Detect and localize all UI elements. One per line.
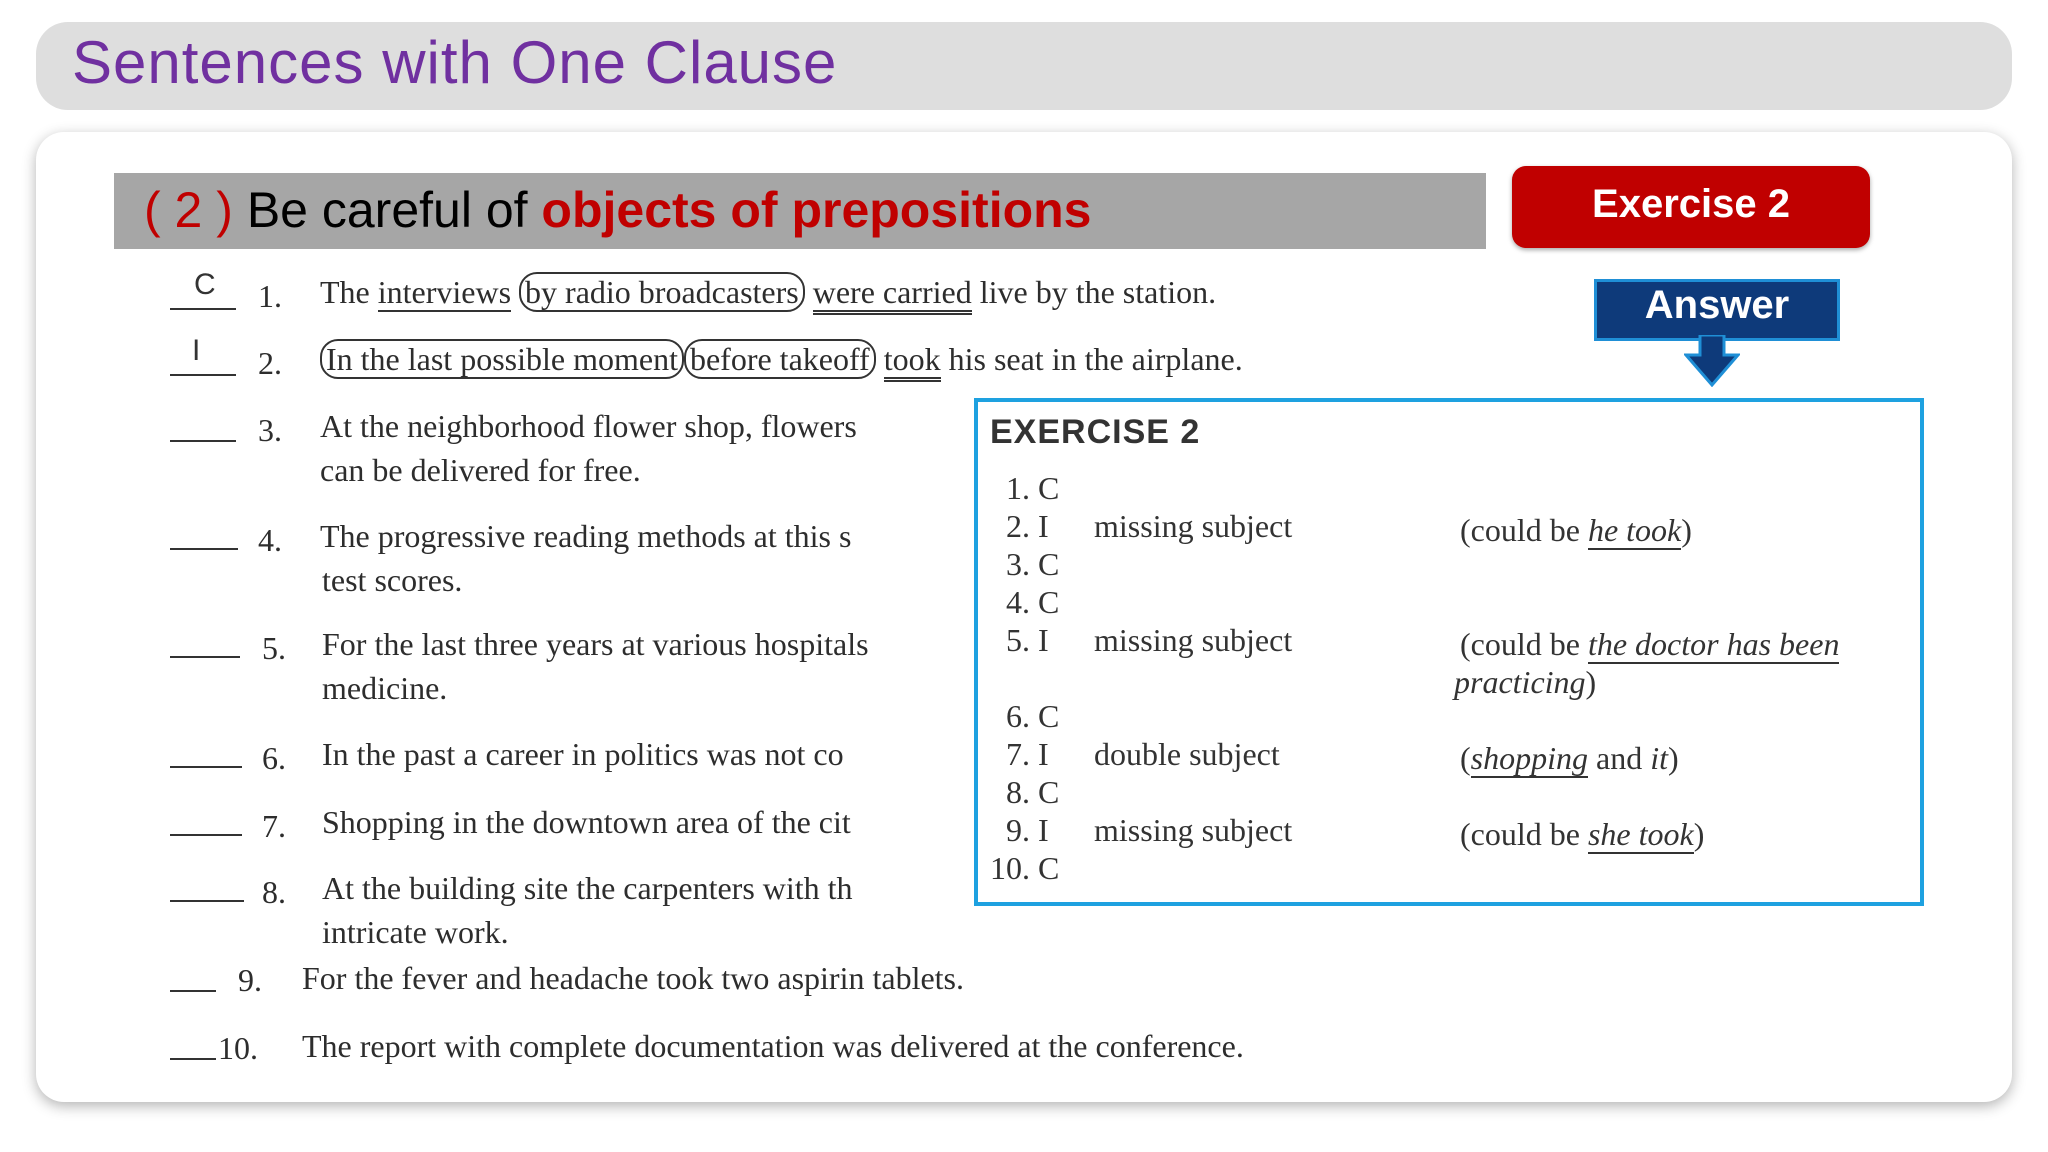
answer-blank[interactable] xyxy=(170,308,236,310)
answer-blank[interactable] xyxy=(170,374,236,376)
answer-key-label: 2. I xyxy=(1006,508,1049,544)
exercise-sentence: For the fever and headache took two aspirin tablets. xyxy=(302,960,964,996)
answer-blank[interactable] xyxy=(170,990,216,992)
answer-blank[interactable] xyxy=(170,656,240,658)
item-number: 4. xyxy=(258,522,282,558)
answer-key-reason: missing subject xyxy=(1094,508,1293,544)
answer-key-label: 8. C xyxy=(1006,774,1060,810)
exercise-sentence: At the building site the carpenters with th xyxy=(322,870,853,906)
answer-blank[interactable] xyxy=(170,834,242,836)
answer-blank[interactable] xyxy=(170,548,238,550)
answer-blank[interactable] xyxy=(170,440,236,442)
exercise-button-label[interactable]: Exercise 2 xyxy=(1592,182,1790,226)
exercise-sentence: Shopping in the downtown area of the cit xyxy=(322,804,851,840)
prepositional-phrase-circle: In the last possible moment xyxy=(320,339,684,379)
heading-highlight: objects of prepositions xyxy=(541,182,1092,238)
arrow-down-icon xyxy=(1684,335,1740,387)
exercise-sentence-cont: medicine. xyxy=(322,670,448,706)
exercise-sentence-cont: can be delivered for free. xyxy=(320,452,641,488)
answer-key-title: EXERCISE 2 xyxy=(990,413,1201,451)
handwritten-mark: I xyxy=(192,334,201,367)
exercise-sentence: In the past a career in politics was not co xyxy=(322,736,844,772)
verb-underline: took xyxy=(884,341,941,382)
answer-key-reason: missing subject xyxy=(1094,622,1293,658)
answer-button-label[interactable]: Answer xyxy=(1644,283,1790,327)
slide-title: Sentences with One Clause xyxy=(72,29,838,96)
answer-blank[interactable] xyxy=(170,1058,216,1060)
answer-key-note: (shopping and it) xyxy=(1460,740,1679,776)
exercise-sentence: The interviews by radio broadcasters were carried live by the station. xyxy=(320,274,1216,311)
item-number: 9. xyxy=(238,962,262,998)
heading-text: Be careful of xyxy=(246,182,542,238)
answer-key-note: (could be he took) xyxy=(1460,512,1692,548)
answer-blank[interactable] xyxy=(170,766,242,768)
answer-key-reason: double subject xyxy=(1094,736,1280,772)
item-number: 1. xyxy=(258,278,282,314)
exercise-sentence: The progressive reading methods at this s xyxy=(320,518,852,554)
answer-key-label: 5. I xyxy=(1006,622,1049,658)
answer-key-note: (could be she took) xyxy=(1460,816,1705,852)
prepositional-phrase-circle: before takeoff xyxy=(684,339,876,379)
answer-key-label: 9. I xyxy=(1006,812,1049,848)
item-number: 5. xyxy=(262,630,286,666)
section-heading xyxy=(144,181,1091,239)
exercise-sentence: For the last three years at various hospitals xyxy=(322,626,869,662)
exercise-sentence: At the neighborhood flower shop, flowers xyxy=(320,408,857,444)
item-number: 8. xyxy=(262,874,286,910)
subject-underline: interviews xyxy=(377,274,512,310)
answer-key-reason: missing subject xyxy=(1094,812,1293,848)
answer-key-label: 6. C xyxy=(1006,698,1060,734)
answer-key-label: 1. C xyxy=(1006,470,1060,506)
item-number: 10. xyxy=(218,1030,258,1066)
item-number: 7. xyxy=(262,808,286,844)
answer-key-label: 4. C xyxy=(1006,584,1060,620)
item-number: 6. xyxy=(262,740,286,776)
exercise-sentence: In the last possible moment before takeoff took his seat in the airplane. xyxy=(320,341,1243,378)
answer-key-label: 7. I xyxy=(1006,736,1049,772)
exercise-sentence-cont: test scores. xyxy=(322,562,463,598)
handwritten-mark: C xyxy=(194,268,216,301)
prepositional-phrase-circle: by radio broadcasters xyxy=(519,272,805,312)
exercise-sentence: The report with complete documentation was delivered at the conference. xyxy=(302,1028,1244,1064)
exercise-sentence-cont: intricate work. xyxy=(322,914,509,950)
answer-key-label: 10. C xyxy=(990,850,1060,886)
item-number: 2. xyxy=(258,345,282,381)
answer-key-label: 3. C xyxy=(1006,546,1060,582)
item-number: 3. xyxy=(258,412,282,448)
heading-number: ( 2 ) xyxy=(144,182,233,238)
answer-key-note-cont: practicing) xyxy=(1454,664,1597,700)
answer-blank[interactable] xyxy=(170,900,244,902)
verb-underline: were carried xyxy=(813,274,972,315)
answer-key-note: (could be the doctor has been xyxy=(1460,626,1840,662)
